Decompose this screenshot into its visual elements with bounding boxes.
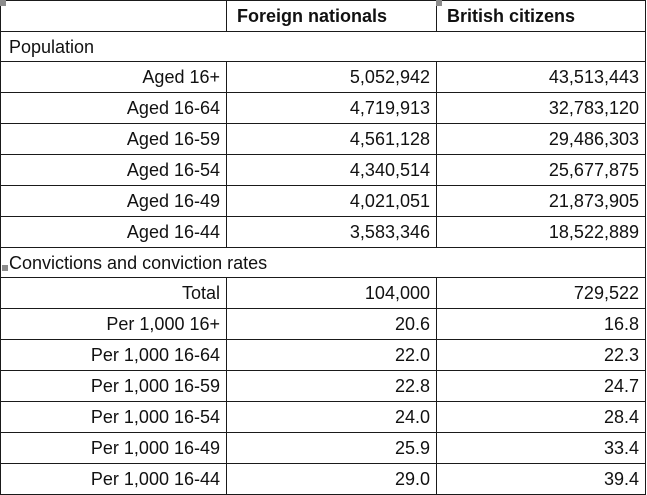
row-label[interactable]: Aged 16-44 (1, 217, 227, 248)
foreign-value-cell[interactable]: 4,340,514 (227, 155, 437, 186)
british-value-cell[interactable]: 33.4 (437, 433, 646, 464)
table-row (1, 124, 646, 155)
foreign-value-cell[interactable]: 25.9 (227, 433, 437, 464)
british-value-cell[interactable]: 22.3 (437, 340, 646, 371)
table-row (1, 433, 646, 464)
header-row (1, 1, 646, 32)
foreign-value-cell[interactable]: 4,561,128 (227, 124, 437, 155)
british-value-cell[interactable]: 25,677,875 (437, 155, 646, 186)
table-row (1, 371, 646, 402)
section-row-population (1, 32, 646, 62)
british-value-cell[interactable]: 32,783,120 (437, 93, 646, 124)
table-row (1, 93, 646, 124)
header-british-citizens[interactable]: British citizens (437, 1, 646, 32)
table-row (1, 340, 646, 371)
british-value-cell[interactable]: 21,873,905 (437, 186, 646, 217)
row-label[interactable]: Per 1,000 16-54 (1, 402, 227, 433)
british-value-cell[interactable]: 39.4 (437, 464, 646, 495)
british-value-cell[interactable]: 18,522,889 (437, 217, 646, 248)
table-row (1, 155, 646, 186)
row-label[interactable]: Per 1,000 16-64 (1, 340, 227, 371)
table-row (1, 217, 646, 248)
row-label[interactable]: Per 1,000 16-44 (1, 464, 227, 495)
foreign-value-cell[interactable]: 22.8 (227, 371, 437, 402)
british-value-cell[interactable]: 16.8 (437, 309, 646, 340)
foreign-value-cell[interactable]: 104,000 (227, 278, 437, 309)
row-label[interactable]: Total (1, 278, 227, 309)
foreign-value-cell[interactable]: 22.0 (227, 340, 437, 371)
table-row (1, 278, 646, 309)
foreign-value-cell[interactable]: 20.6 (227, 309, 437, 340)
row-label[interactable]: Aged 16-49 (1, 186, 227, 217)
section-label-population[interactable]: Population (1, 32, 646, 62)
header-corner-cell[interactable] (1, 1, 227, 32)
table-row (1, 464, 646, 495)
british-value-cell[interactable]: 29,486,303 (437, 124, 646, 155)
cell-marker (2, 265, 8, 271)
section-label-convictions[interactable]: Convictions and conviction rates (1, 248, 646, 278)
cell-marker (436, 0, 442, 6)
row-label[interactable]: Per 1,000 16-59 (1, 371, 227, 402)
foreign-value-cell[interactable]: 5,052,942 (227, 62, 437, 93)
row-label[interactable]: Per 1,000 16-49 (1, 433, 227, 464)
cell-marker (0, 0, 6, 6)
table-row (1, 309, 646, 340)
row-label[interactable]: Aged 16-64 (1, 93, 227, 124)
british-value-cell[interactable]: 24.7 (437, 371, 646, 402)
header-foreign-nationals[interactable]: Foreign nationals (227, 1, 437, 32)
row-label[interactable]: Per 1,000 16+ (1, 309, 227, 340)
foreign-value-cell[interactable]: 29.0 (227, 464, 437, 495)
british-value-cell[interactable]: 28.4 (437, 402, 646, 433)
section-row-convictions (1, 248, 646, 278)
foreign-value-cell[interactable]: 4,719,913 (227, 93, 437, 124)
table-row (1, 62, 646, 93)
foreign-value-cell[interactable]: 3,583,346 (227, 217, 437, 248)
row-label[interactable]: Aged 16-59 (1, 124, 227, 155)
foreign-value-cell[interactable]: 4,021,051 (227, 186, 437, 217)
row-label[interactable]: Aged 16+ (1, 62, 227, 93)
british-value-cell[interactable]: 729,522 (437, 278, 646, 309)
row-label[interactable]: Aged 16-54 (1, 155, 227, 186)
british-value-cell[interactable]: 43,513,443 (437, 62, 646, 93)
foreign-value-cell[interactable]: 24.0 (227, 402, 437, 433)
table-row (1, 402, 646, 433)
table-row (1, 186, 646, 217)
